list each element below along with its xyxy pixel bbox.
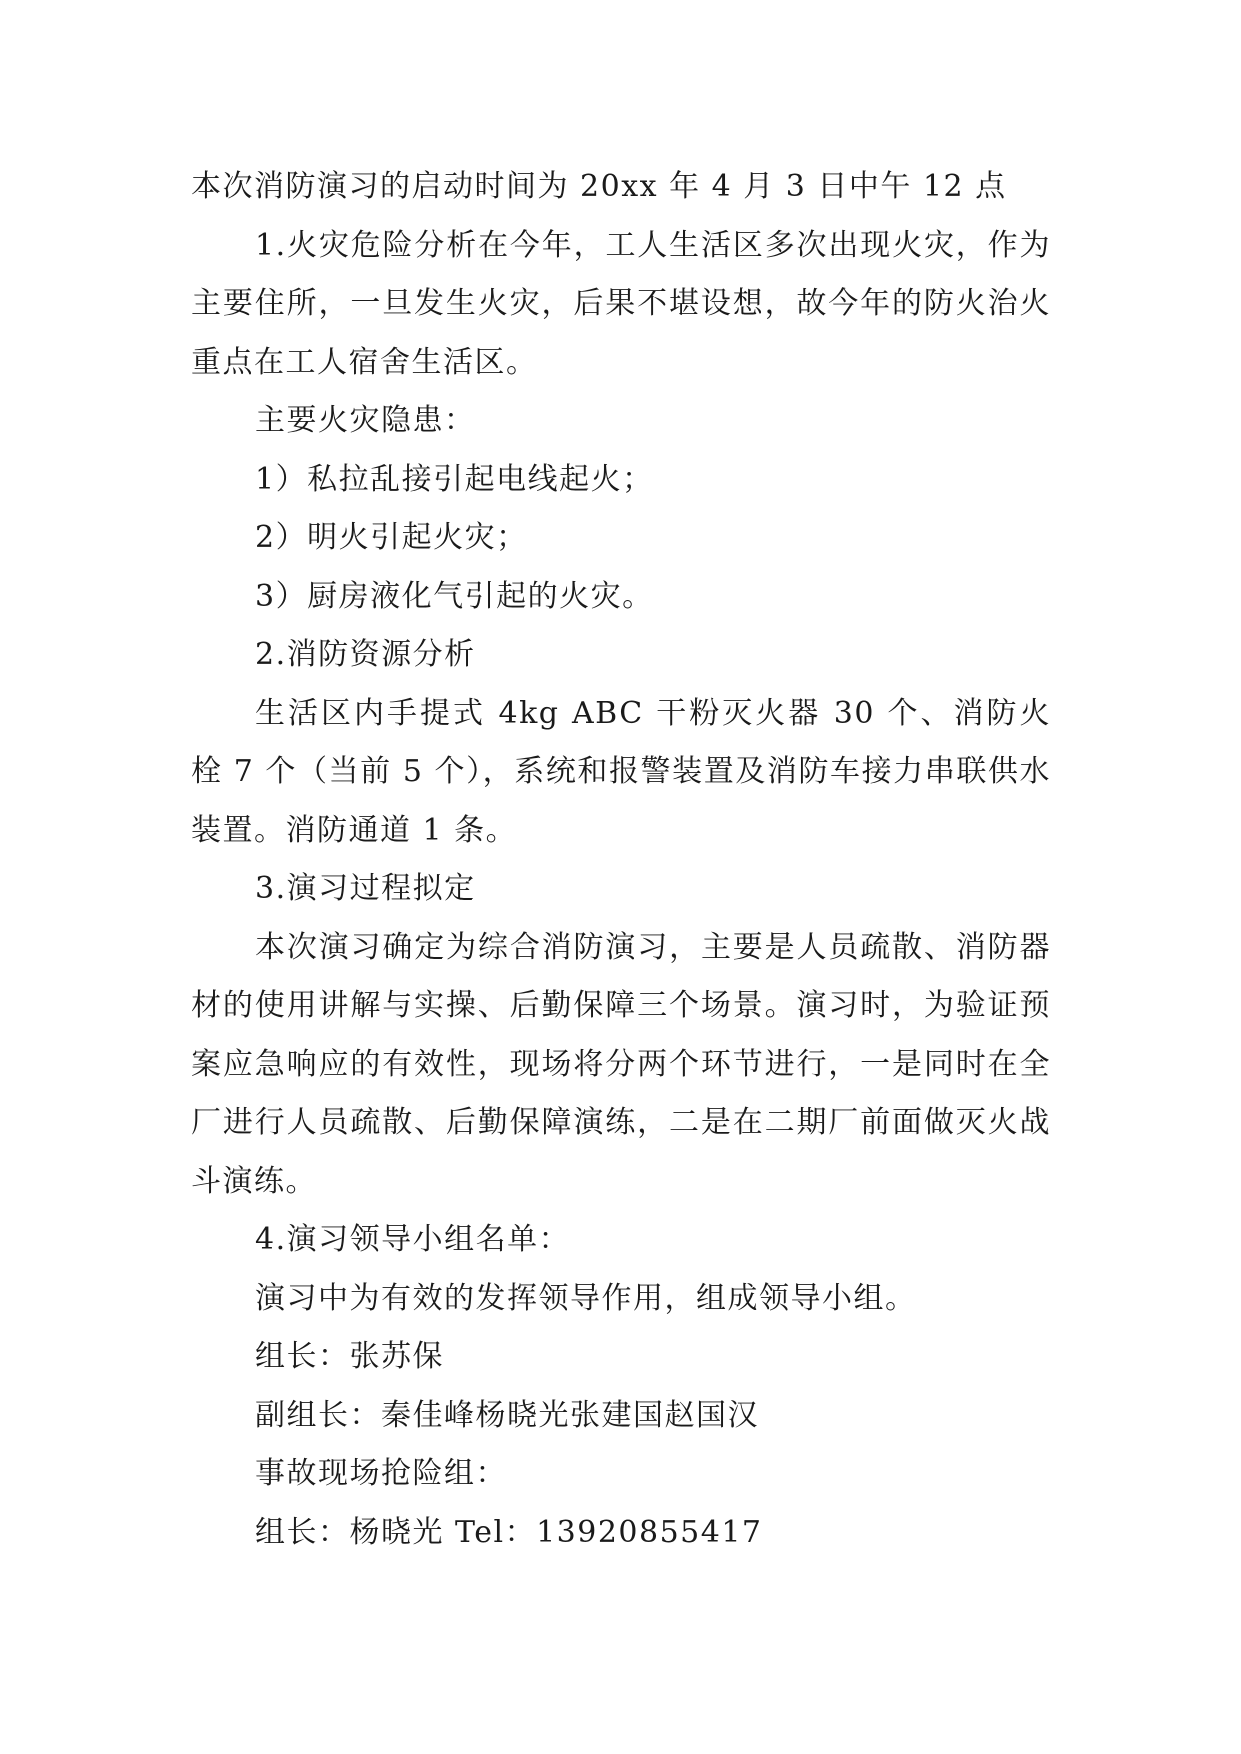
- rescue-team-leader-line: 组长：杨晓光 Tel：13920855417: [255, 1514, 763, 1550]
- hazard-item-3: 3）厨房液化气引起的火灾。: [255, 578, 654, 614]
- drill-start-time-line: 本次消防演习的启动时间为 20xx 年 4 月 3 日中午 12 点: [191, 169, 1007, 204]
- drill-process-paragraph: 本次演习确定为综合消防演习，主要是人员疏散、消防器材的使用讲解与实操、后勤保障三个场景。演习时，为验证预案应急响应的有效性，现场将分两个环节进行，一是同时在全厂进行人员疏散、后勤保障演练，二是在二期厂前面做灭火战斗演练。: [191, 929, 1051, 1199]
- leadership-group-intro: 演习中为有效的发挥领导作用，组成领导小组。: [255, 1280, 917, 1316]
- document-body: [191, 158, 1051, 1562]
- hazard-item-1: 1）私拉乱接引起电线起火；: [255, 461, 654, 497]
- fire-risk-analysis-paragraph: 1.火灾危险分析在今年，工人生活区多次出现火灾，作为主要住所，一旦发生火灾，后果不堪设想，故今年的防火治火重点在工人宿舍生活区。: [191, 227, 1051, 380]
- fire-resources-heading: 2.消防资源分析: [255, 637, 476, 672]
- rescue-team-heading: 事故现场抢险组：: [255, 1456, 507, 1491]
- hazard-item-2: 2）明火引起火灾；: [255, 520, 528, 555]
- leadership-group-heading: 4.演习领导小组名单：: [255, 1222, 571, 1257]
- drill-process-heading: 3.演习过程拟定: [255, 871, 476, 906]
- main-hazards-heading: 主要火灾隐患：: [255, 403, 476, 438]
- fire-resources-paragraph: 生活区内手提式 4kg ABC 干粉灭火器 30 个、消防火栓 7 个（当前 5 个），系统和报警装置及消防车接力串联供水装置。消防通道 1 条。: [191, 695, 1051, 848]
- group-leader-line: 组长：张苏保: [255, 1339, 444, 1374]
- deputy-leaders-line: 副组长：秦佳峰杨晓光张建国赵国汉: [255, 1397, 759, 1433]
